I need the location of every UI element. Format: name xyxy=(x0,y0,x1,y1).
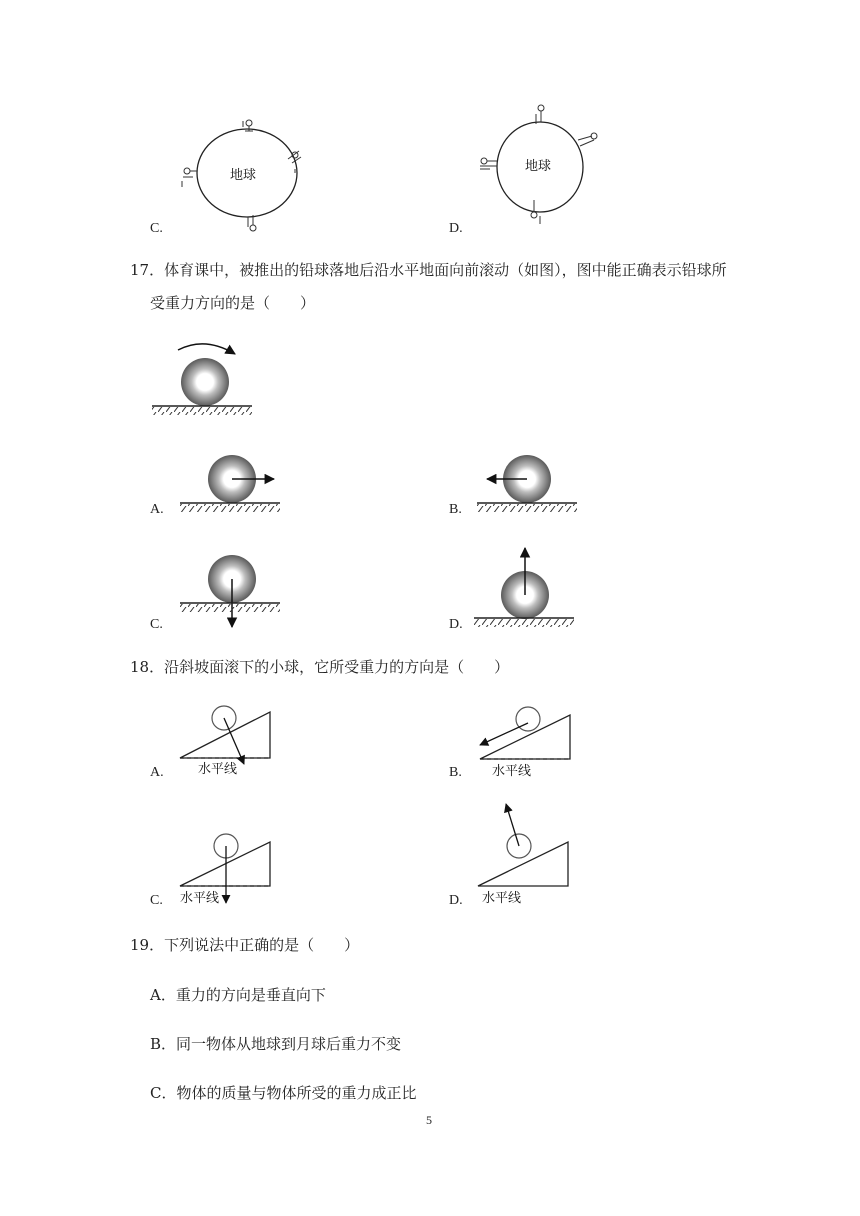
person-left xyxy=(480,158,497,169)
earth-label: 地球 xyxy=(525,159,552,174)
q18-option-b-figure xyxy=(478,703,588,793)
question-19-text: 19．下列说法中正确的是（ ） xyxy=(130,936,360,954)
q17-option-b-figure xyxy=(477,450,587,520)
horizontal-line-label: 水平线 xyxy=(198,762,238,777)
q17-option-d-figure xyxy=(474,545,584,635)
q18-option-c-figure xyxy=(178,827,288,917)
horizontal-line-label: 水平线 xyxy=(492,764,532,779)
q18-option-a-label: A. xyxy=(150,765,164,780)
person-top xyxy=(536,105,544,124)
horizontal-line-label: 水平线 xyxy=(180,891,220,906)
q17-option-a-figure xyxy=(180,450,290,520)
q17-option-d-label: D. xyxy=(449,617,463,632)
earth-figure-c xyxy=(175,115,315,235)
q18-option-d-figure xyxy=(476,800,586,910)
q18-option-c-label: C. xyxy=(150,893,163,908)
earth-label: 地球 xyxy=(230,168,257,183)
person-right xyxy=(578,133,597,146)
q17-option-b-label: B. xyxy=(449,502,462,517)
option-c-label: C. xyxy=(150,221,163,236)
q19-choice-a: A．重力的方向是垂直向下 xyxy=(150,986,326,1004)
question-17-line2: 受重力方向的是（ ） xyxy=(150,294,316,312)
question-18-text: 18．沿斜坡面滚下的小球，它所受重力的方向是（ ） xyxy=(130,658,510,676)
question-17-line1: 17．体育课中，被推出的铅球落地后沿水平地面向前滚动（如图），图中能正确表示铅球所 xyxy=(130,261,727,279)
horizontal-line-label: 水平线 xyxy=(482,891,522,906)
q17-option-c-label: C. xyxy=(150,617,163,632)
person-left xyxy=(182,168,197,187)
earth-figure-d xyxy=(470,100,610,230)
q18-option-a-figure xyxy=(178,700,288,790)
rolling-ball-figure xyxy=(150,340,260,420)
page-number: 5 xyxy=(426,1113,432,1127)
q18-option-d-label: D. xyxy=(449,893,463,908)
option-d-label: D. xyxy=(449,221,463,236)
q19-choice-b: B．同一物体从地球到月球后重力不变 xyxy=(150,1035,402,1053)
q17-option-a-label: A. xyxy=(150,502,164,517)
q19-choice-c: C．物体的质量与物体所受的重力成正比 xyxy=(150,1084,417,1102)
q18-option-b-label: B. xyxy=(449,765,462,780)
q17-option-c-figure xyxy=(180,551,290,641)
